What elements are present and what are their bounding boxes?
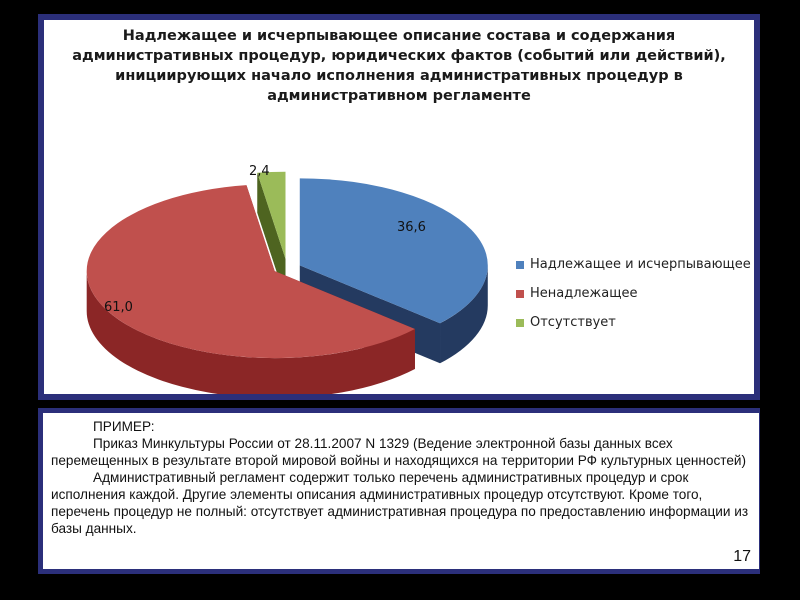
chart-title-line: Надлежащее и исчерпывающее описание состава и содержания [122,28,676,44]
legend-swatch [516,290,524,298]
chart-area [44,20,754,394]
legend-label: Ненадлежащее [530,286,638,301]
legend-label: Надлежащее и исчерпывающее [530,257,751,272]
data-label-improper: 61,0 [104,300,133,315]
data-label-proper: 36,6 [397,220,426,235]
page-number: 17 [733,548,751,565]
chart-frame [38,14,760,400]
example-description: Административный регламент содержит только перечень административных процедур и срок исполнения каждой. Другие элементы описания административных процедур отсутствуют. Кроме того, перечень процедур не полный: отсутствует административная процедура по предоставлению информации из базы данных. [51,470,749,536]
chart-title-line: административных процедур, юридических фактов (событий или действий), [72,48,726,64]
example-text-box [43,413,759,569]
legend-swatch [516,261,524,269]
chart-legend [516,250,751,337]
example-frame [38,408,760,574]
legend-item-absent [516,308,751,337]
chart-title-line: административном регламенте [267,88,531,104]
legend-item-improper [516,279,751,308]
chart-title-line: инициирующих начало исполнения административных процедур в [115,68,683,84]
pie-chart [44,20,754,394]
legend-label: Отсутствует [530,315,616,330]
legend-item-proper [516,250,751,279]
example-heading: ПРИМЕР: [93,419,155,434]
example-order: Приказ Минкультуры России от 28.11.2007 N 1329 (Ведение электронной базы данных всех перемещенных в результате второй мировой войны и находящихся на территории РФ культурных ценностей) [51,436,747,468]
legend-swatch [516,319,524,327]
data-label-absent: 2,4 [249,164,270,179]
